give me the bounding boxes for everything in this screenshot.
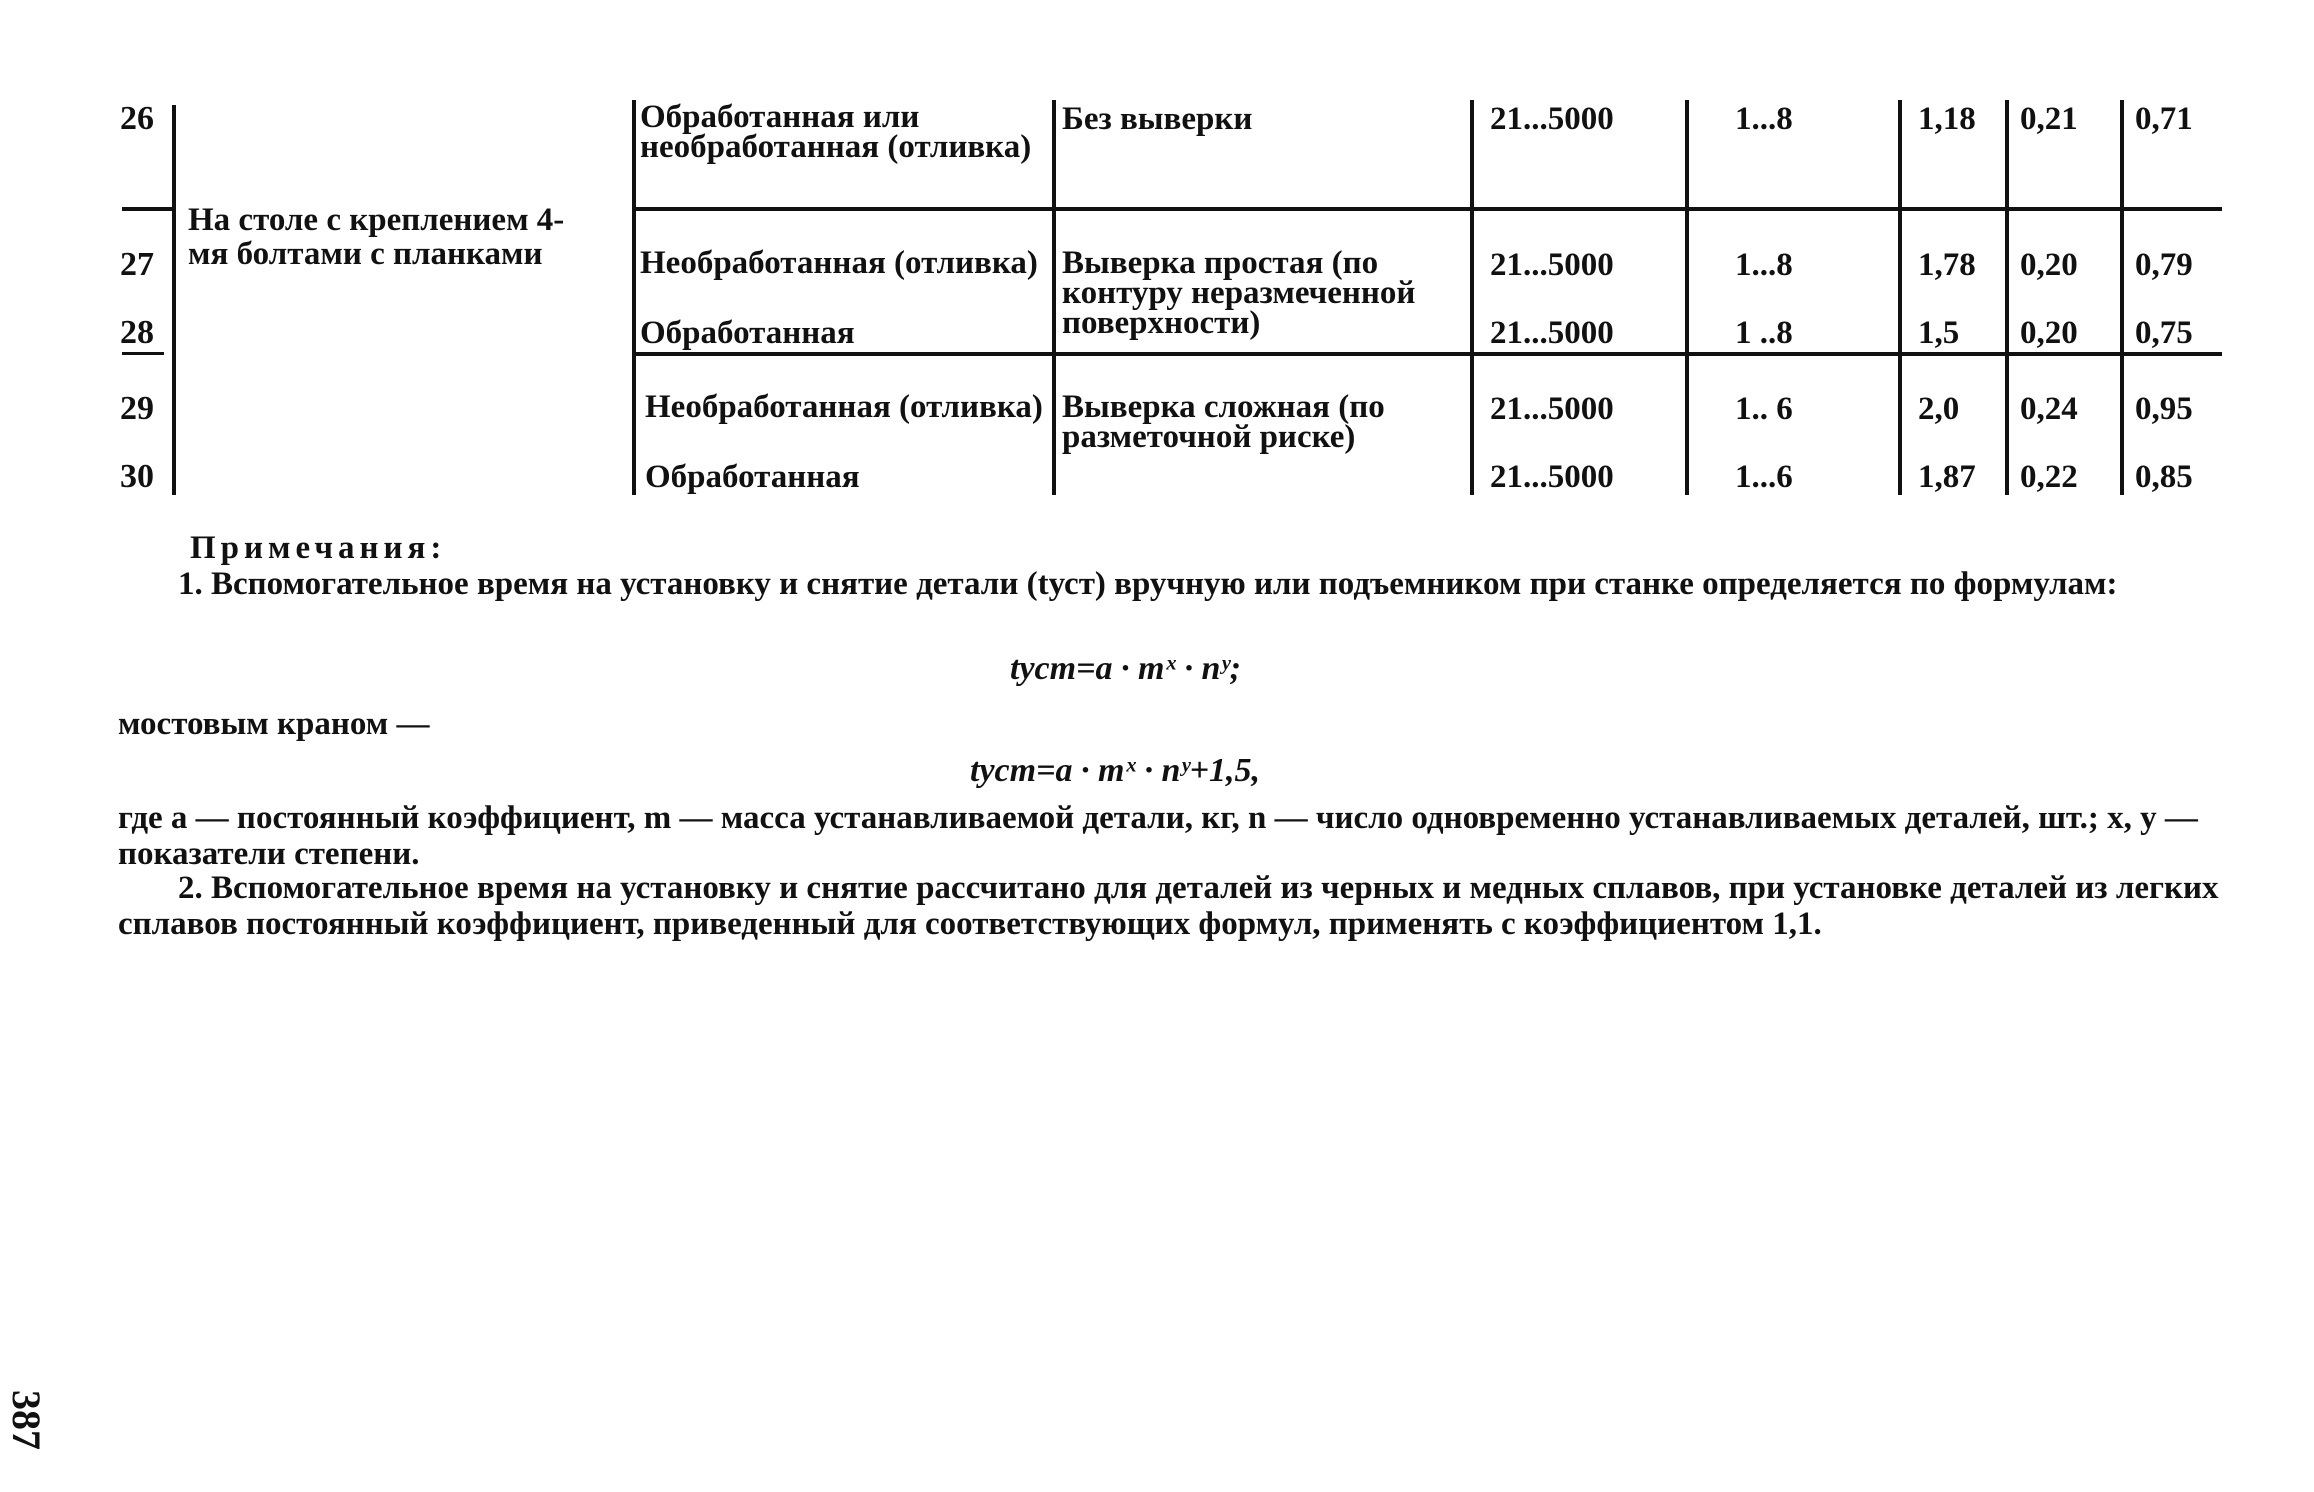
table-rule [122,352,164,355]
exp-y-cell: 0,95 [2135,391,2193,427]
row-number: 27 [120,246,154,283]
count-cell: 1...8 [1735,101,1793,137]
table-rule [2120,100,2124,495]
exp-y-cell: 0,75 [2135,315,2193,351]
row-number: 29 [120,390,154,427]
table-rule [1685,100,1689,495]
coef-a-cell: 1,87 [1918,459,1976,495]
mass-cell: 21...5000 [1490,247,1614,283]
exp-y-cell: 0,85 [2135,459,2193,495]
row-number: 26 [120,100,154,137]
count-cell: 1...8 [1735,247,1793,283]
coef-a-cell: 1,5 [1918,315,1960,351]
where-text: где a — постоянный коэффициент, m — масса устанавливаемой детали, кг, n — число одновременно устанавливаемых деталей, шт.; x, y — показатели степени. [118,800,2198,872]
exp-x-cell: 0,21 [2020,101,2078,137]
mass-cell: 21...5000 [1490,391,1614,427]
coef-a-cell: 1,18 [1918,101,1976,137]
mass-cell: 21...5000 [1490,459,1614,495]
alignment-cell: Выверка сложная (по разметочной риске) [1062,389,1385,455]
count-cell: 1...6 [1735,459,1793,495]
alignment-cell: Без выверки [1062,101,1253,137]
table-rule [1470,100,1474,495]
formula-manual: tуст=a · mˣ · nʸ; [1010,650,1241,687]
row-number: 28 [120,314,154,351]
exp-x-cell: 0,20 [2020,315,2078,351]
count-cell: 1 ..8 [1735,315,1793,351]
table-rule [2005,100,2009,495]
page-number: 387 [4,1390,49,1450]
surface-cell: Обработанная [640,315,855,351]
surface-cell: Обработанная или необработанная (отливка) [640,99,1032,165]
group-label: На столе с креплением 4-мя болтами с планками [188,202,565,272]
row-number: 30 [120,458,154,495]
table-rule [632,207,2222,211]
note-1: 1. Вспомогательное время на установку и снятие детали (tуст) вручную или подъемником при станке определяется по формулам: [178,566,2118,602]
exp-y-cell: 0,71 [2135,101,2193,137]
table-rule [1052,100,1056,495]
exp-x-cell: 0,24 [2020,391,2078,427]
notes-heading: Примечания: [190,530,447,566]
alignment-cell: Выверка простая (по контуру неразмеченной поверхности) [1062,245,1416,341]
count-cell: 1.. 6 [1735,391,1793,427]
note-2: 2. Вспомогательное время на установку и снятие рассчитано для деталей из черных и медных сплавов, при установке деталей из легких сплавов постоянный коэффициент, приведенный для соответствующих формул, применять с коэффициентом 1,1. [118,870,2219,942]
crane-label: мостовым краном — [118,706,430,742]
coef-a-cell: 2,0 [1918,391,1960,427]
table-rule [122,207,172,211]
table-rule [1898,100,1902,495]
table-rule [632,352,2222,356]
table-rule [172,105,176,495]
exp-x-cell: 0,20 [2020,247,2078,283]
table-rule [632,100,636,495]
coef-a-cell: 1,78 [1918,247,1976,283]
exp-x-cell: 0,22 [2020,459,2078,495]
mass-cell: 21...5000 [1490,315,1614,351]
surface-cell: Обработанная [645,459,860,495]
formula-crane: tуст=a · mˣ · nʸ+1,5, [970,752,1260,789]
exp-y-cell: 0,79 [2135,247,2193,283]
mass-cell: 21...5000 [1490,101,1614,137]
surface-cell: Необработанная (отливка) [640,245,1038,281]
surface-cell: Необработанная (отливка) [645,389,1043,425]
